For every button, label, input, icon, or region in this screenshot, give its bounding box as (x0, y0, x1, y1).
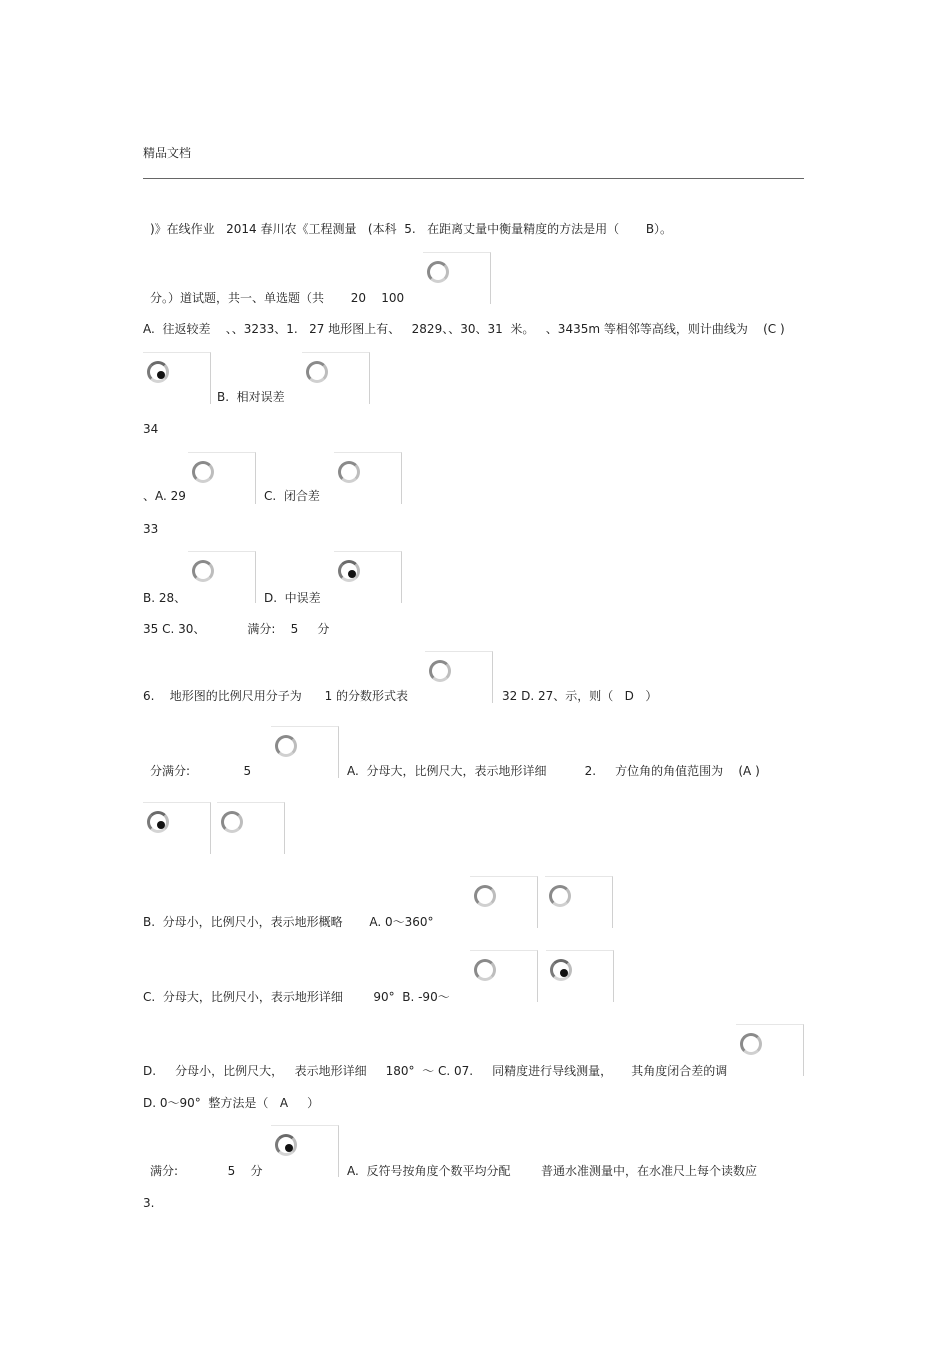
text-line: 满分: 5 分 (150, 1164, 263, 1178)
radio-icon (338, 560, 360, 582)
radio-icon (147, 811, 169, 833)
text-line: 35 C. 30、 满分: 5 分 (143, 622, 330, 636)
radio-icon (338, 461, 360, 483)
radio-selected-dot (348, 570, 356, 578)
text-line: D. 中误差 (264, 591, 321, 605)
radio-option[interactable] (423, 252, 491, 304)
text-line: B. 相对误差 (217, 390, 285, 404)
radio-selected-dot (285, 1144, 293, 1152)
radio-option[interactable] (188, 551, 256, 603)
radio-option[interactable] (545, 876, 613, 928)
radio-option[interactable] (302, 352, 370, 404)
radio-option-selected[interactable] (334, 551, 402, 603)
text-line: C. 分母大，比例尺小，表示地形详细 90° B. -90～ (143, 990, 450, 1004)
text-line: 34 (143, 422, 159, 436)
radio-option[interactable] (188, 452, 256, 504)
radio-icon (192, 560, 214, 582)
radio-icon (740, 1033, 762, 1055)
radio-selected-dot (157, 371, 165, 379)
header-title: 精品文档 (143, 146, 192, 160)
radio-icon (306, 361, 328, 383)
text-line: A. 分母大，比例尺大，表示地形详细 2. 方位角的角值范围为 (A ) (347, 764, 760, 778)
text-line: 6. 地形图的比例尺用分子为 1 的分数形式表 (143, 689, 409, 703)
text-line: B. 分母小，比例尺小，表示地形概略 A. 0～360° (143, 915, 434, 929)
radio-option[interactable] (217, 802, 285, 854)
radio-option[interactable] (470, 950, 538, 1002)
radio-icon (549, 885, 571, 907)
text-line: A. 往返较差 、、3233、1. 27 地形图上有、 2829、、30、31 米。 、3435m 等相邻等高线，则计曲线为 (C ) (143, 322, 785, 336)
radio-option-selected[interactable] (546, 950, 614, 1002)
text-line: 、A. 29 (143, 489, 186, 503)
radio-icon (221, 811, 243, 833)
radio-icon (147, 361, 169, 383)
text-line: 32 D. 27、示，则（ D ） (502, 689, 658, 703)
text-line: 分。）道试题，共一、单选题（共 20 100 (150, 291, 405, 305)
header-divider (143, 178, 804, 179)
text-line: A. 反符号按角度个数平均分配 普通水准测量中，在水准尺上每个读数应 (347, 1164, 757, 1178)
radio-option-selected[interactable] (143, 802, 211, 854)
text-line: D. 0～90° 整方法是（ A ） (143, 1096, 320, 1110)
text-line: C. 闭合差 (264, 489, 320, 503)
radio-icon (275, 1134, 297, 1156)
text-line: )》在线作业 2014 春川农《工程测量 (本科 5. 在距离丈量中衡量精度的方法是用（ B）。 (150, 222, 673, 236)
radio-option-selected[interactable] (271, 1125, 339, 1177)
radio-option[interactable] (470, 876, 538, 928)
radio-selected-dot (560, 969, 568, 977)
radio-selected-dot (157, 821, 165, 829)
text-line: 3. (143, 1196, 155, 1210)
radio-option[interactable] (425, 651, 493, 703)
radio-option[interactable] (271, 726, 339, 778)
radio-option-selected[interactable] (143, 352, 211, 404)
radio-icon (427, 261, 449, 283)
radio-icon (474, 959, 496, 981)
radio-icon (550, 959, 572, 981)
text-line: 33 (143, 522, 159, 536)
text-line: 分满分: 5 (150, 764, 252, 778)
text-line: B. 28、 (143, 591, 187, 605)
radio-icon (275, 735, 297, 757)
text-line: D. 分母小，比例尺大， 表示地形详细 180° ～ C. 07. 同精度进行导线测量， 其角度闭合差的调 (143, 1064, 728, 1078)
radio-option[interactable] (334, 452, 402, 504)
radio-icon (192, 461, 214, 483)
radio-icon (474, 885, 496, 907)
radio-icon (429, 660, 451, 682)
radio-option[interactable] (736, 1024, 804, 1076)
